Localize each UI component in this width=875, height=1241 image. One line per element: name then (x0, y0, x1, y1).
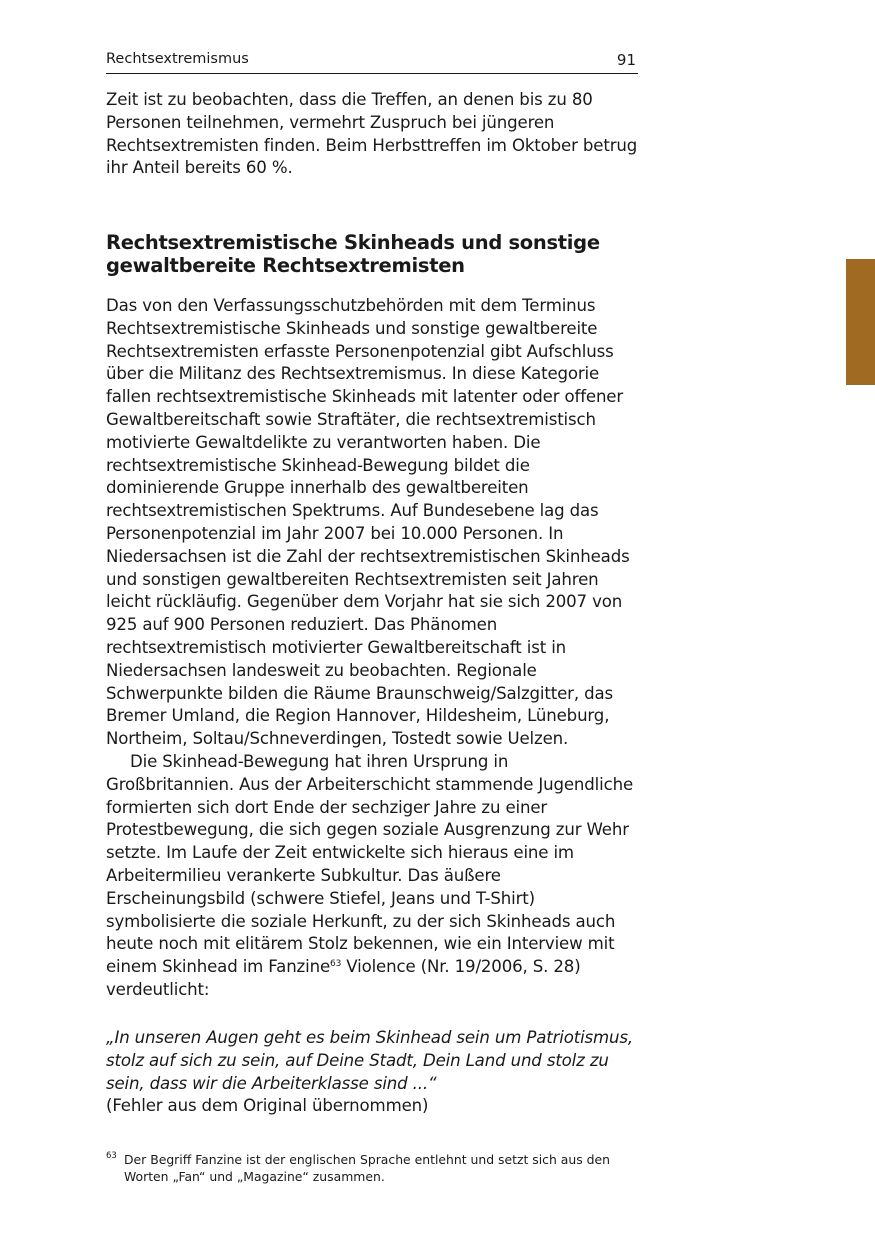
running-title: Rechtsextremismus (106, 51, 249, 67)
quote-note: (Fehler aus dem Original übernommen) (106, 1096, 429, 1116)
paragraph-2 (106, 751, 638, 1002)
intro-text: Zeit ist zu beobachten, dass die Treffen, an denen bis zu 80 Personen teilnehmen, vermehrt Zuspruch bei jüngeren Rechtsextremisten finden. Beim Herbsttreffen im Oktober betrug ihr Anteil bereits 60 %. (106, 90, 638, 178)
section-body (106, 295, 638, 1002)
footnote (106, 1151, 638, 1185)
block-quote (106, 1027, 638, 1118)
paragraph-2-text-after: Violence (Nr. 19/2006, S. 28) verdeutlicht: (106, 957, 581, 999)
footnote-text: Der Begriff Fanzine ist der englischen Sprache entlehnt und setzt sich aus den Worten „Fan“ und „Magazine“ zusammen. (124, 1152, 610, 1184)
page-number: 91 (616, 51, 636, 69)
section-heading: Rechtsextremistische Skinheads und sonstige gewaltbereite Rechtsextremisten (106, 231, 600, 277)
paragraph-1: Das von den Verfassungsschutzbehörden mit dem Terminus Rechtsextremistische Skinheads und sonstige gewaltbereite Rechtsextremisten erfasste Personenpotenzial gibt Aufschluss über die Militanz des Rechtsextremismus. In diese Kategorie fallen rechtsextremistische Skinheads mit latenter oder offener Gewaltbereitschaft sowie Straftäter, die rechtsextremistisch motivierte Gewaltdelikte zu verantworten haben. Die rechtsextremistische Skinhead-Bewegung bildet die dominierende Gruppe innerhalb des gewaltbereiten rechtsextremistischen Spektrums. Auf Bundesebene lag das Personenpotenzial im Jahr 2007 bei 10.000 Personen. In Niedersachsen ist die Zahl der rechtsextremistischen Skinheads und sonstigen gewaltbereiten Rechtsextremisten seit Jahren leicht rückläufig. Gegenüber dem Vorjahr hat sie sich 2007 von 925 auf 900 Personen reduziert. Das Phänomen rechtsextremistisch motivierter Gewaltbereitschaft ist in Niedersachsen landesweit zu beobachten. Regionale Schwerpunkte bilden die Räume Braunschweig/Salzgitter, das Bremer Umland, die Region Hannover, Hildesheim, Lüneburg, Northeim, Soltau/Schneverdingen, Tostedt sowie Uelzen. (106, 296, 630, 749)
paragraph-2-text-before: Die Skinhead-Bewegung hat ihren Ursprung in Großbritannien. Aus der Arbeiterschicht stammende Jugendliche formierten sich dort Ende der sechziger Jahre zu einer Protestbewegung, die sich gegen soziale Ausgrenzung zur Wehr setzte. Im Laufe der Zeit entwickelte sich hieraus eine im Arbeitermilieu verankerte Subkultur. Das äußere Erscheinungsbild (schwere Stiefel, Jeans und T-Shirt) symbolisierte die soziale Herkunft, zu der sich Skinheads auch heute noch mit elitärem Stolz bekennen, wie ein Interview mit einem Skinhead im Fanzine (106, 751, 634, 977)
quote-text: „In unseren Augen geht es beim Skinhead sein um Patriotismus, stolz auf sich zu sein, auf Deine Stadt, Dein Land und stolz zu sein, dass wir die Arbeiterklasse sind ...“ (106, 1028, 634, 1093)
footnote-reference[interactable]: 63 (330, 959, 342, 970)
chapter-thumb-tab (846, 259, 875, 385)
footnote-number: 63 (106, 1151, 117, 1161)
running-head (106, 51, 638, 74)
intro-paragraph (106, 89, 638, 180)
